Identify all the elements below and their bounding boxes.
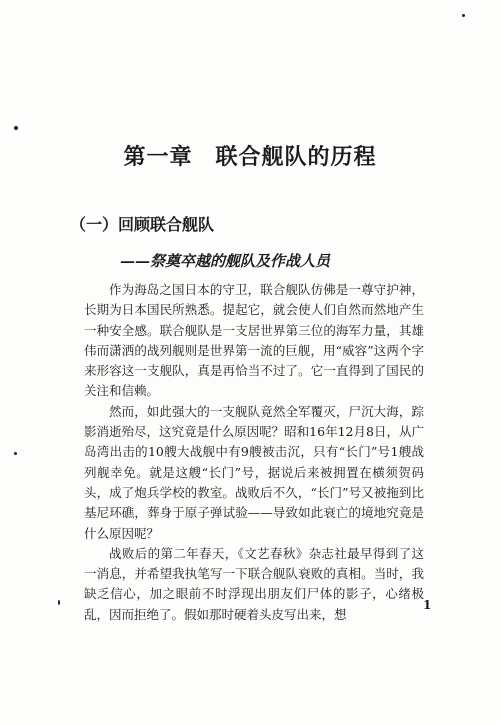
- scan-speck: [14, 126, 18, 130]
- scan-speck: [58, 600, 60, 605]
- page-number: 1: [423, 598, 432, 612]
- chapter-title: 第一章 联合舰队的历程: [123, 145, 377, 170]
- paragraph: 战败后的第二年春天，《文艺春秋》杂志社最早得到了这一消息，并希望我执笔写一下联合舰队衰败的真相。当时，我缺乏信心，加之眼前不时浮现出朋友们尸体的影子，心绪极乱，因而拒绝了。假如那时硬着头皮写出来，想: [84, 545, 424, 622]
- section-title: （一）回顾联合舰队: [70, 215, 215, 234]
- scan-speck: [14, 452, 17, 455]
- body-text: [84, 280, 424, 625]
- paragraph: 作为海岛之国日本的守卫，联合舰队仿佛是一尊守护神，长期为日本国民所熟悉。提起它，就会使人们自然而然地产生一种安全感。联合舰队是一支居世界第三位的海军力量，其雄伟而潇洒的战列舰则是世界第一流的巨舰，用“威容”这两个字来形容这一支舰队，真是再恰当不过了。它一直得到了国民的关注和信赖。: [84, 282, 424, 399]
- paragraph: 然而，如此强大的一支舰队竟然全军覆灭，尸沉大海，踪影消逝殆尽，这究竟是什么原因呢？昭和16年12月8日，从广岛湾出击的10艘大战舰中有9艘被击沉，只有“长门”号1艘战列舰幸免。就是这艘“长门”号，据说后来被拥置在横须贺码头，成了炮兵学校的教室。战败后不久，“长门”号又被拖到比基尼环礁，葬身于原子弹试验——导致如此衰亡的境地究竟是什么原因呢？: [84, 403, 424, 541]
- scan-speck: [462, 14, 465, 17]
- section-subtitle: ——祭奠卒越的舰队及作战人员: [120, 252, 331, 270]
